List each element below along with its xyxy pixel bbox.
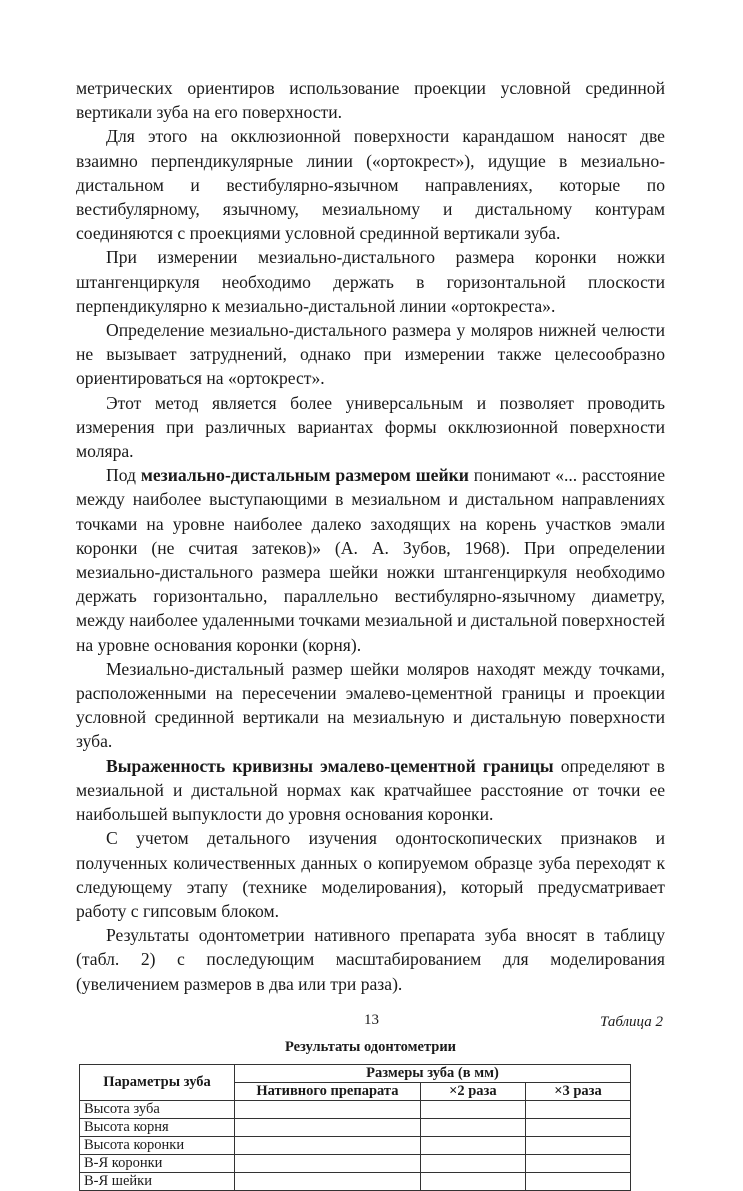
header-native: Нативного препарата: [234, 1082, 420, 1100]
paragraph: [76, 754, 665, 827]
paragraph-text: Результаты одонтометрии нативного препарата зуба вносят в таблицу (табл. 2) с последующим масштабированием для моделирования (увеличением размеров в два или три раза).: [76, 925, 665, 994]
table-title: Результаты одонтометрии: [284, 1038, 457, 1055]
page-number: 13: [364, 1012, 379, 1028]
value-cell: [234, 1118, 420, 1136]
value-cell: [525, 1136, 630, 1154]
header-parameters: Параметры зуба: [80, 1064, 235, 1100]
bold-term: Выраженность кривизны эмалево-цементной границы: [106, 755, 554, 776]
value-cell: [525, 1154, 630, 1172]
value-cell: [420, 1172, 525, 1190]
paragraph: [76, 391, 665, 464]
body-text: [76, 76, 665, 996]
row-label: Высота корня: [80, 1118, 235, 1136]
row-label: Высота коронки: [80, 1136, 235, 1154]
bold-term: мезиально-дистальным размером шейки: [140, 465, 469, 486]
paragraph: [76, 124, 665, 245]
header-x2: ×2 раза: [420, 1082, 525, 1100]
table-row: [80, 1118, 631, 1136]
value-cell: [525, 1100, 630, 1118]
paragraph-text: определяют в мезиальной и дистальной нормах как кратчайшее расстояние от точки ее наибольшей выпуклости до уровня основания коронки.: [76, 755, 665, 825]
paragraph: [76, 76, 665, 124]
value-cell: [234, 1136, 420, 1154]
paragraph: [76, 826, 665, 923]
value-cell: [420, 1136, 525, 1154]
row-label: В-Я коронки: [80, 1154, 235, 1172]
header-x3: ×3 раза: [525, 1082, 630, 1100]
table-row: [80, 1100, 631, 1118]
paragraph-text: Определение мезиально-дистального размера у моляров нижней челюсти не вызывает затруднений, однако при измерении также целесообразно ориентироваться на «ортокрест».: [76, 320, 665, 389]
paragraph-text: Для этого на окклюзионной поверхности карандашом наносят две взаимно перпендикулярные линии («ортокрест»), идущие в мезиально-дистальном и вестибулярно-язычном направлениях, которые по вестибулярному, язычному, мезиальному и дистальному контурам соединяются с проекциями условной срединной вертикали зуба.: [76, 126, 665, 244]
paragraph-text: Под: [106, 465, 141, 486]
paragraph: [76, 923, 665, 996]
row-label: Высота зуба: [80, 1100, 235, 1118]
value-cell: [234, 1100, 420, 1118]
paragraph: [76, 463, 665, 657]
table-row: [80, 1172, 631, 1190]
value-cell: [525, 1118, 630, 1136]
paragraph-text: метрических ориентиров использование проекции условной срединной вертикали зуба на его поверхности.: [76, 78, 665, 123]
table-row: [80, 1154, 631, 1172]
paragraph: [76, 245, 665, 318]
paragraph: [76, 318, 665, 391]
value-cell: [525, 1172, 630, 1190]
value-cell: [234, 1154, 420, 1172]
paragraph-text: понимают «... расстояние между наиболее выступающими в мезиальном и дистальном направлениях точками на уровне наиболее далеко заходящих на корень участков эмали коронки (не считая затеков)» (А. А. Зубов, 1968). При определении мезиально-дистального размера шейки ножки штангенциркуля необходимо держать горизонтально, параллельно вестибулярно-язычному диаметру, между наиболее удаленными точками мезиальной и дистальной поверхностей на уровне основания коронки (корня).: [76, 465, 666, 655]
row-label: В-Я шейки: [80, 1172, 235, 1190]
paragraph-text: С учетом детального изучения одонтоскопических признаков и полученных количественных данных о копируемом образце зуба переходят к следующему этапу (технике моделирования), который предусматривает работу с гипсовым блоком.: [76, 828, 665, 921]
value-cell: [420, 1154, 525, 1172]
paragraph-text: Мезиально-дистальный размер шейки моляров находят между точками, расположенными на пересечении эмалево-цементной границы и проекции условной срединной вертикали на мезиальную и дистальную поверхности зуба.: [76, 658, 665, 752]
odontometry-table: [79, 1064, 631, 1191]
header-tooth-sizes: Размеры зуба (в мм): [234, 1064, 630, 1082]
paragraph-text: Этот метод является более универсальным и позволяет проводить измерения при различных вариантах формы окклюзионной поверхности моляра.: [76, 392, 665, 462]
value-cell: [420, 1100, 525, 1118]
paragraph: [76, 657, 665, 754]
value-cell: [234, 1172, 420, 1190]
value-cell: [420, 1118, 525, 1136]
table-caption: Таблица 2: [600, 1013, 663, 1030]
paragraph-text: При измерении мезиально-дистального размера коронки ножки штангенциркуля необходимо держать в горизонтальной плоскости перпендикулярно к мезиально-дистальной линии «ортокреста».: [76, 247, 665, 316]
table-row: [80, 1136, 631, 1154]
